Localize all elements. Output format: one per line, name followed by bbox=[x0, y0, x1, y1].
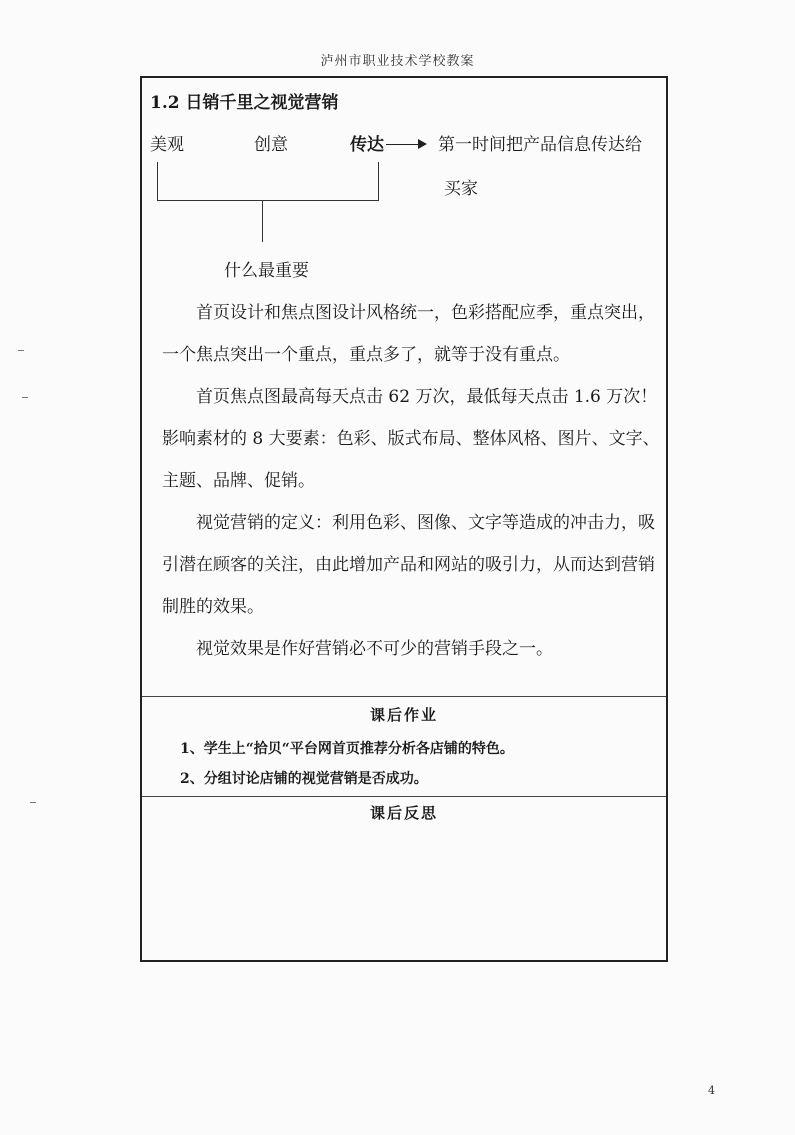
lesson-plan-frame bbox=[140, 76, 668, 962]
arrow-line bbox=[386, 144, 420, 145]
paragraph-definition: 视觉营销的定义：利用色彩、图像、文字等造成的冲击力，吸引潜在顾客的关注，由此增加产品和网站的吸引力，从而达到营销制胜的效果。 bbox=[162, 513, 655, 617]
reflection-title: 课后反思 bbox=[369, 804, 438, 822]
paragraph-conclusion: 视觉效果是作好营销必不可少的营销手段之一。 bbox=[196, 639, 553, 659]
bracket-stem bbox=[262, 200, 263, 242]
flow-item-creativity: 创意 bbox=[254, 135, 288, 155]
divider-homework bbox=[142, 696, 666, 697]
page-number: 4 bbox=[708, 1084, 715, 1097]
flow-item-delivery: 传达 bbox=[350, 135, 384, 155]
flow-result-line2: 买家 bbox=[444, 179, 478, 199]
flow-item-aesthetics: 美观 bbox=[150, 135, 184, 155]
section-title: 1.2 日销千里之视觉营销 bbox=[150, 93, 339, 113]
paragraph-design: 首页设计和焦点图设计风格统一，色彩搭配应季，重点突出，一个焦点突出一个重点，重点多了，就等于没有重点。 bbox=[162, 303, 655, 365]
flow-result-line1: 第一时间把产品信息传达给 bbox=[438, 135, 642, 155]
scan-mark bbox=[22, 397, 28, 398]
homework-item: 1、学生上“拾贝“平台网首页推荐分析各店铺的特色。 bbox=[180, 741, 514, 757]
page-header: 泸州市职业技术学校教案 bbox=[320, 54, 475, 69]
homework-title: 课后作业 bbox=[369, 706, 438, 724]
scan-mark bbox=[30, 802, 36, 803]
flow-bottom-label: 什么最重要 bbox=[224, 261, 309, 281]
divider-reflection bbox=[142, 796, 666, 797]
bracket-connector bbox=[157, 162, 379, 201]
arrow-right-icon bbox=[418, 139, 427, 149]
paragraph-factors: 影响素材的 8 大要素：色彩、版式布局、整体风格、图片、文字、主题、品牌、促销。 bbox=[162, 429, 660, 491]
paragraph-clicks: 首页焦点图最高每天点击 62 万次，最低每天点击 1.6 万次！ bbox=[196, 387, 658, 407]
homework-item: 2、分组讨论店铺的视觉营销是否成功。 bbox=[180, 771, 428, 787]
scan-mark bbox=[18, 350, 24, 351]
